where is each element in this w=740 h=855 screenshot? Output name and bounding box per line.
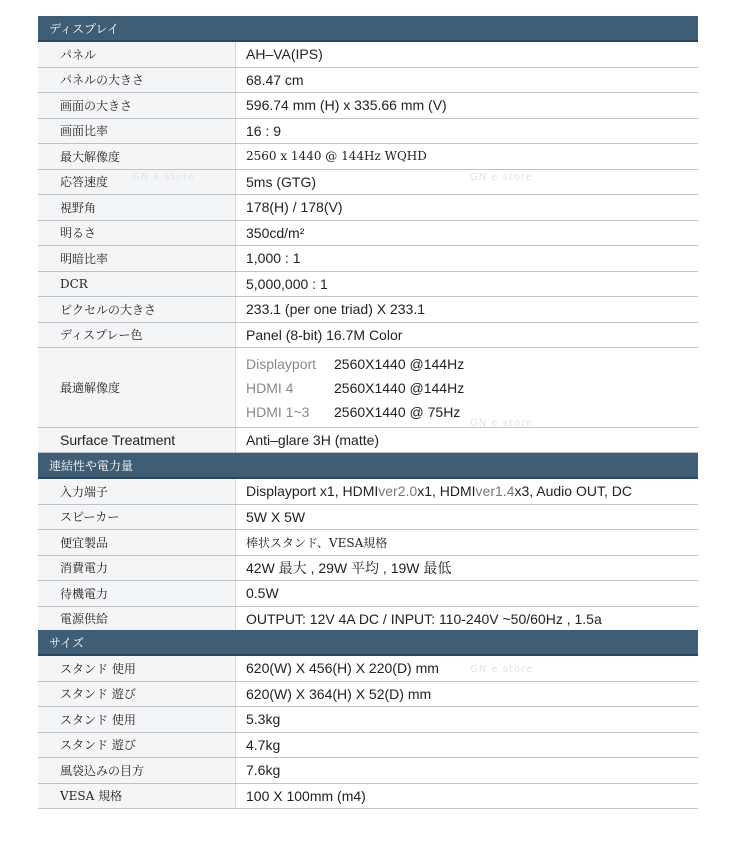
- spec-row: [38, 556, 698, 582]
- spec-row: [38, 323, 698, 349]
- spec-label: 最適解像度: [38, 348, 236, 427]
- spec-row-surface: [38, 428, 698, 453]
- size-section: [38, 630, 698, 809]
- spec-value-input: [236, 479, 632, 504]
- hdmi-version: ver1.4: [475, 483, 515, 500]
- spec-row: [38, 170, 698, 196]
- display-section-header: [38, 16, 698, 42]
- spec-row: [38, 272, 698, 298]
- spec-row: [38, 119, 698, 145]
- spec-label: パネルの大きさ: [38, 68, 236, 93]
- spec-value: 16 : 9: [246, 122, 282, 139]
- optimal-resolution-item: [246, 376, 464, 400]
- spec-row: [38, 530, 698, 556]
- port-name: HDMI 1~3: [246, 403, 310, 420]
- spec-label: 画面の大きさ: [38, 93, 236, 118]
- spec-row: [38, 758, 698, 784]
- input-text: Displayport x1, HDMI: [246, 483, 379, 500]
- spec-value: 596.74 mm (H) x 335.66 mm (V): [246, 97, 447, 114]
- spec-value: 1,000 : 1: [246, 250, 301, 267]
- spec-value: 5ms (GTG): [246, 173, 316, 190]
- spec-label: パネル: [38, 42, 236, 67]
- spec-row: [38, 505, 698, 531]
- spec-row-optimal-resolution: [38, 348, 698, 428]
- spec-row: [38, 581, 698, 607]
- spec-label: スタンド 遊び: [38, 682, 236, 707]
- spec-label: 視野角: [38, 195, 236, 220]
- spec-label: スピーカー: [38, 505, 236, 530]
- spec-value: 5,000,000 : 1: [246, 275, 328, 292]
- spec-label: 入力端子: [38, 479, 236, 504]
- spec-label: スタンド 使用: [38, 656, 236, 681]
- spec-row: [38, 733, 698, 759]
- optimal-resolution-item: [246, 400, 460, 424]
- watermark-text: GN e store: [470, 418, 534, 429]
- spec-row: [38, 682, 698, 708]
- watermark-text: GN e store: [132, 172, 196, 183]
- spec-value: 350cd/m²: [246, 224, 305, 241]
- spec-value: Anti–glare 3H (matte): [246, 432, 380, 448]
- spec-value: 5W X 5W: [246, 508, 306, 525]
- spec-row: [38, 656, 698, 682]
- input-text: x3, Audio OUT, DC: [514, 483, 632, 500]
- port-name: Displayport: [246, 355, 317, 372]
- port-resolution: 2560X1440 @ 75Hz: [334, 403, 461, 420]
- spec-label: 待機電力: [38, 581, 236, 606]
- spec-value: 178(H) / 178(V): [246, 199, 343, 216]
- spec-label: 便宜製品: [38, 530, 236, 555]
- spec-value: 5.3kg: [246, 711, 281, 728]
- spec-row: [38, 707, 698, 733]
- spec-label: Surface Treatment: [38, 428, 236, 452]
- spec-value: 233.1 (per one triad) X 233.1: [246, 301, 426, 318]
- spec-label: 応答速度: [38, 170, 236, 195]
- spec-label: スタンド 遊び: [38, 733, 236, 758]
- watermark-text: GN e store: [470, 664, 534, 675]
- spec-value: 0.5W: [246, 585, 279, 602]
- spec-label: スタンド 使用: [38, 707, 236, 732]
- spec-value: OUTPUT: 12V 4A DC / INPUT: 110-240V ~50/60Hz , 1.5a: [246, 610, 602, 627]
- display-section-title: ディスプレイ: [49, 21, 119, 36]
- spec-value: AH–VA(IPS): [246, 46, 323, 63]
- spec-label: 風袋込みの目方: [38, 758, 236, 783]
- spec-row: [38, 784, 698, 810]
- input-text: x1, HDMI: [417, 483, 476, 500]
- spec-label: ディスプレー色: [38, 323, 236, 348]
- spec-row: [38, 42, 698, 68]
- spec-value: 100 X 100mm (m4): [246, 787, 366, 804]
- spec-value: 42W 最大 , 29W 平均 , 19W 最低: [246, 559, 452, 576]
- optimal-resolution-list: [236, 348, 464, 427]
- spec-row: [38, 68, 698, 94]
- spec-row: [38, 297, 698, 323]
- spec-row: [38, 195, 698, 221]
- spec-row: [38, 607, 698, 633]
- spec-row: [38, 246, 698, 272]
- spec-value: 68.47 cm: [246, 71, 304, 88]
- spec-row: [38, 93, 698, 119]
- spec-value: 620(W) X 364(H) X 52(D) mm: [246, 685, 432, 702]
- display-section: [38, 16, 698, 453]
- port-resolution: 2560X1440 @144Hz: [334, 355, 465, 372]
- spec-label: 消費電力: [38, 556, 236, 581]
- hdmi-version: ver2.0: [378, 483, 418, 500]
- spec-row-input: [38, 479, 698, 505]
- spec-value: 2560 x 1440 @ 144Hz WQHD: [246, 149, 427, 164]
- port-name: HDMI 4: [246, 379, 294, 396]
- connectivity-section-header: [38, 453, 698, 479]
- spec-label: 明るさ: [38, 221, 236, 246]
- spec-label: DCR: [38, 272, 236, 297]
- spec-row: [38, 144, 698, 170]
- spec-label: 最大解像度: [38, 144, 236, 169]
- spec-label: 電源供給: [38, 607, 236, 632]
- watermark-text: GN e store: [470, 172, 534, 183]
- spec-label: ピクセルの大きさ: [38, 297, 236, 322]
- spec-value: 4.7kg: [246, 736, 281, 753]
- spec-value: Panel (8-bit) 16.7M Color: [246, 326, 403, 343]
- spec-value: 棒状スタンド、VESA規格: [246, 535, 388, 550]
- spec-label: VESA 規格: [38, 784, 236, 809]
- spec-label: 画面比率: [38, 119, 236, 144]
- spec-label: 明暗比率: [38, 246, 236, 271]
- optimal-resolution-item: [246, 352, 464, 376]
- spec-value: 620(W) X 456(H) X 220(D) mm: [246, 660, 439, 677]
- size-section-title: サイズ: [49, 635, 85, 650]
- spec-row: [38, 221, 698, 247]
- size-section-header: [38, 630, 698, 656]
- spec-value: 7.6kg: [246, 762, 281, 779]
- connectivity-section-title: 連結性や電力量: [49, 458, 134, 473]
- port-resolution: 2560X1440 @144Hz: [334, 379, 465, 396]
- connectivity-section: [38, 453, 698, 632]
